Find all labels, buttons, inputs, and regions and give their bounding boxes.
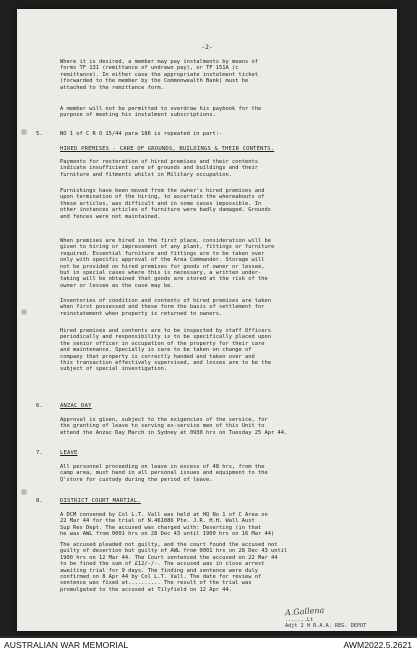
section-lead: NO 1 of C R O 15/44 para 186 is repeated in part:- <box>60 131 223 137</box>
signature-block <box>285 617 366 629</box>
section-heading: LEAVE <box>60 450 78 456</box>
page-number: -2- <box>201 43 213 51</box>
section-paragraph: All personnel proceeding on leave in excess of 48 hrs, from the camp area, must hand in all personal issues and equipment to the Q'store for custody during the period of leave. <box>60 464 268 483</box>
section-paragraph: Furnishings have been moved from the owner's hired premises and upon termination of the hiring, to ascertain the whereabouts of these articles, was difficult and in some cases impossible. In other instances articles of furniture were badly damaged. Grounds and fences were not maintained. <box>60 188 271 220</box>
section-paragraph: Inventories of condition and contents of hired premises are taken when first possessed and these form the basis of settlement for reinstatement when property is returned to owners. <box>60 298 271 317</box>
punch-hole <box>21 309 27 315</box>
section-paragraph: Approval is given, subject to the exigencies of the service, for the granting of leave to serving ex-service men of this Unit to attend the Anzac Day March in Sydney at 0930 hrs on Tuesday 25 Apr 44. <box>60 417 288 436</box>
section-number: 7. <box>36 450 43 456</box>
section-heading: DISTRICT COURT MARTIAL. <box>60 498 141 504</box>
signature-title: Adjt 2 H R.A.A. REG. DEPOT <box>285 623 367 629</box>
footer-accession-number: AWM2022.5.2621 <box>343 640 412 650</box>
section-paragraph: Hired premises and contents are to be inspected by staff Officers periodically and responsibility is to be specifically placed upon the senior officer in occupation of the property for their care and maintenance. Specially is care to be taken on change of company that property is correctly handed and taken over and this transaction effectively supervised, and losses are to be the subject of special investigation. <box>60 328 271 373</box>
handwritten-signature: A.Gallena <box>284 605 325 618</box>
footer-source: AUSTRALIAN WAR MEMORIAL <box>4 640 129 650</box>
section-paragraph: A DCM convened by Col L.T. Vall was held at HQ No 1 of C Area on 22 Mar 44 for the trial of N.461086 Pte. J.R. H.H. Wall Aust Sup Res Dept. The accused was charged with: Deserting (in that he was AWL from 0001 hrs on 28 Dec 43 until 1900 hrs on 16 Mar 44) <box>60 512 275 538</box>
document-page <box>17 9 397 631</box>
section-heading: HIRED PREMISES - CARE OF GROUNDS, BUILDINGS & THEIR CONTENTS. <box>60 146 275 152</box>
section-paragraph: The accused pleaded not guilty, and the court found the accused not guilty of desertion but guilty of AWL from 0001 hrs on 28 Dec 43 until 1900 hrs on 12 Mar 44. The Court sentenced the accused on 22 Mar 44 to be fined the sum of £12/-/-. The accused was in close arrest awaiting trial for 9 days. The finding and sentence were duly confirmed on 8 Apr 44 by Col L.T. Vall. The date for review of sentence was fixed at.......... The result of the trial was promulgated to the accused at Tilyfield on 12 Apr 44. <box>60 542 288 593</box>
section-heading: ANZAC DAY <box>60 403 92 409</box>
section-paragraph: When premises are hired in the first place, consideration will be given to hiring or impressment of any plant, fittings or furniture required. Essential furniture and fittings are to be taken over only with specific approval of the Area Commander. Storage will not be provided on hired premises for goods of owner or lessee, but in special cases where this is necessary, a written under- taking will be obtained that goods are stored at the risk of the owner or lessee as the case may be. <box>60 238 275 289</box>
intro-paragraph-2: A member will not be permitted to overdraw his paybook for the purpose of meeting his instalment subscriptions. <box>60 106 262 119</box>
archive-footer <box>0 638 417 653</box>
intro-paragraph-1: Where it is desired, a member may pay instalments by means of forms TF 131 (remittance of undrawn pay), or TF 151A (c remittance). In either case the appropriate instalment ticket (forwarded to the member by the Commonwealth Bank) must be attached to the remittance form. <box>60 59 258 91</box>
section-paragraph: Payments for restoration of hired premises and their contents indicate insufficient care of grounds and buildings and their furniture and fitments whilst in Military occupation. <box>60 159 258 178</box>
signature-rank: .......Lt <box>285 617 314 623</box>
punch-hole <box>21 489 27 495</box>
section-number: 8. <box>36 498 43 504</box>
section-number: 5. <box>36 131 43 137</box>
punch-hole <box>21 129 27 135</box>
section-number: 6. <box>36 403 43 409</box>
